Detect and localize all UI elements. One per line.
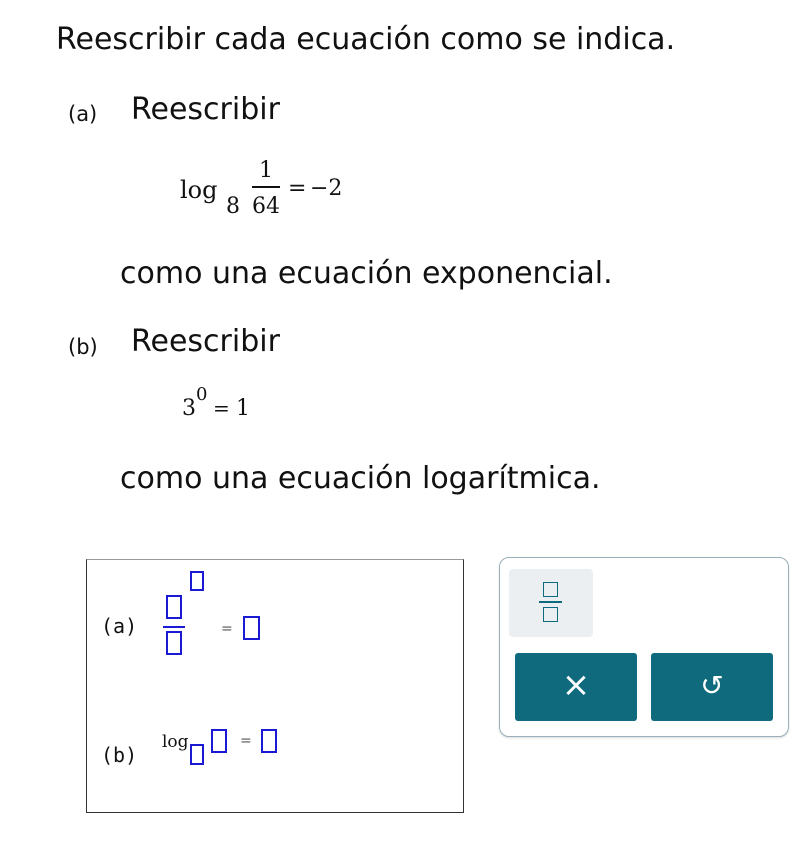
part-b-label: (b) (68, 335, 98, 359)
answer-a-label: (a) (101, 614, 138, 638)
instruction-text: Reescribir cada ecuación como se indica. (56, 22, 676, 57)
answer-b-label: (b) (101, 743, 138, 767)
answer-a-rhs-input[interactable] (243, 616, 260, 640)
part-a-heading: Reescribir (131, 92, 280, 127)
answer-a-exponent-input[interactable] (190, 571, 204, 591)
answer-b-log: log (162, 732, 189, 752)
part-a-target: como una ecuación exponencial. (120, 256, 613, 291)
fraction-template-bar (539, 601, 562, 603)
answer-a-equals: = (221, 621, 233, 637)
answer-box (86, 559, 464, 813)
power-base: 3 (182, 396, 196, 421)
fraction-denominator: 64 (252, 194, 280, 219)
answer-a-denominator-input[interactable] (166, 631, 182, 655)
answer-b-equals: = (240, 733, 252, 749)
fraction-template-icon (543, 582, 558, 597)
part-a-label: (a) (68, 102, 98, 126)
close-icon: × (561, 665, 591, 705)
fraction-template-button[interactable] (509, 569, 593, 637)
equation-rhs: −2 (310, 176, 343, 201)
answer-a-numerator-input[interactable] (166, 595, 182, 619)
fraction-template-denominator-icon (543, 607, 558, 622)
undo-button[interactable] (651, 653, 773, 721)
log-base: 8 (226, 194, 240, 219)
answer-b-base-input[interactable] (190, 744, 204, 765)
equals-sign: = (213, 396, 230, 420)
fraction-bar (252, 186, 280, 188)
answer-a-fraction-bar (163, 626, 185, 628)
part-b-target: como una ecuación logarítmica. (120, 461, 601, 496)
answer-b-rhs-input[interactable] (261, 729, 277, 753)
fraction-numerator: 1 (259, 158, 273, 183)
part-b-heading: Reescribir (131, 324, 280, 359)
equals-sign: = (288, 176, 307, 201)
equation-rhs: 1 (236, 396, 250, 421)
power-exponent: 0 (196, 384, 208, 405)
clear-button[interactable] (515, 653, 637, 721)
log-operator: log (180, 176, 218, 204)
answer-b-argument-input[interactable] (211, 729, 227, 753)
undo-icon: ↺ (700, 669, 724, 702)
